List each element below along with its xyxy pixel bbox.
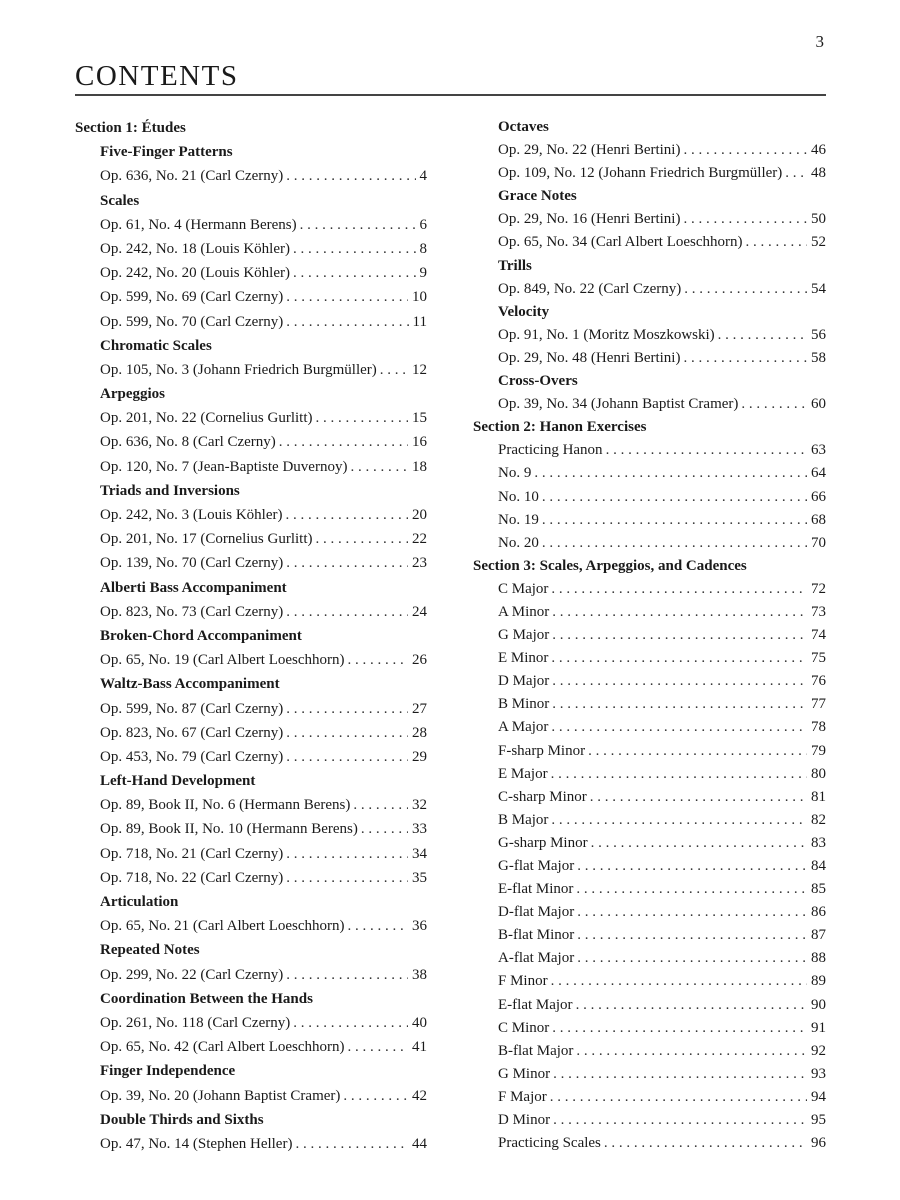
dot-leader bbox=[286, 721, 408, 745]
toc-entry-title: Op. 89, Book II, No. 6 (Hermann Berens) bbox=[100, 797, 351, 814]
toc-entry-title: D Major bbox=[498, 673, 550, 690]
dot-leader bbox=[552, 624, 807, 647]
dot-leader bbox=[542, 509, 807, 532]
toc-entry-page: 4 bbox=[419, 168, 427, 185]
dot-leader bbox=[577, 947, 807, 970]
toc-entry-page: 29 bbox=[412, 748, 427, 765]
dot-leader bbox=[315, 406, 408, 430]
toc-entry-title: B-flat Major bbox=[498, 1042, 574, 1059]
toc-entry-page: 84 bbox=[811, 858, 826, 874]
toc-entry-page: 6 bbox=[419, 216, 427, 233]
dot-leader bbox=[286, 866, 408, 890]
toc-entry-title: No. 19 bbox=[498, 511, 539, 528]
toc-subheading: Velocity bbox=[498, 303, 550, 320]
toc-entry-title: G-flat Major bbox=[498, 858, 575, 874]
toc-subheading: Grace Notes bbox=[498, 188, 577, 205]
toc-section-title: Section 3: Scales, Arpeggios, and Cadences bbox=[473, 557, 747, 574]
dot-leader bbox=[576, 878, 807, 901]
toc-entry-title: Op. 39, No. 34 (Johann Baptist Cramer) bbox=[498, 396, 739, 413]
toc-entry-page: 16 bbox=[412, 434, 427, 451]
toc-subheading: Waltz-Bass Accompaniment bbox=[100, 676, 280, 693]
dot-leader bbox=[551, 763, 807, 786]
toc-entry-page: 36 bbox=[412, 918, 427, 935]
toc-entry-page: 92 bbox=[811, 1042, 826, 1059]
toc-entry-title: D-flat Major bbox=[498, 904, 575, 921]
dot-leader bbox=[534, 462, 807, 485]
dot-leader bbox=[286, 310, 408, 334]
toc-entry-title: Op. 120, No. 7 (Jean-Baptiste Duvernoy) bbox=[100, 458, 348, 475]
toc-subheading: Left-Hand Development bbox=[100, 773, 256, 790]
toc-entry[interactable] bbox=[473, 624, 826, 647]
dot-leader bbox=[551, 716, 807, 739]
toc-entry-title: G-sharp Minor bbox=[498, 834, 588, 851]
toc-entry-title: E Major bbox=[498, 765, 548, 782]
toc-entry[interactable] bbox=[473, 278, 826, 301]
toc-entry[interactable] bbox=[473, 1063, 826, 1086]
toc-entry-page: 72 bbox=[811, 580, 826, 597]
toc-entry[interactable] bbox=[75, 697, 427, 721]
toc-entry-page: 18 bbox=[412, 458, 427, 475]
dot-leader bbox=[286, 551, 408, 575]
toc-entry-title: Op. 599, No. 69 (Carl Czerny) bbox=[100, 289, 284, 306]
toc-subheading: Triads and Inversions bbox=[100, 482, 240, 499]
dot-leader bbox=[286, 600, 408, 624]
toc-entry[interactable] bbox=[75, 1132, 427, 1156]
dot-leader bbox=[348, 1035, 408, 1059]
toc-entry[interactable] bbox=[473, 994, 826, 1017]
toc-section-title: Section 1: Études bbox=[75, 120, 186, 136]
toc-entry[interactable] bbox=[473, 878, 826, 901]
toc-entry-title: Op. 242, No. 18 (Louis Köhler) bbox=[100, 240, 290, 257]
dot-leader bbox=[286, 164, 415, 188]
toc-entry-title: Op. 823, No. 67 (Carl Czerny) bbox=[100, 724, 284, 741]
toc-subheading: Double Thirds and Sixths bbox=[100, 1111, 264, 1128]
toc-entry[interactable] bbox=[473, 601, 826, 624]
toc-entry-page: 82 bbox=[811, 811, 826, 828]
toc-entry[interactable] bbox=[473, 509, 826, 532]
toc-entry-page: 32 bbox=[412, 797, 427, 814]
dot-leader bbox=[551, 647, 807, 670]
toc-entry-page: 95 bbox=[811, 1112, 826, 1129]
toc-entry[interactable] bbox=[75, 213, 427, 237]
toc-entry-page: 52 bbox=[811, 234, 826, 251]
toc-entry[interactable] bbox=[75, 310, 427, 334]
toc-entry[interactable] bbox=[473, 462, 826, 485]
toc-entry-title: C Major bbox=[498, 580, 549, 597]
dot-leader bbox=[553, 1109, 807, 1132]
toc-entry-title: D Minor bbox=[498, 1112, 551, 1129]
dot-leader bbox=[741, 393, 807, 416]
toc-entry-page: 48 bbox=[811, 165, 826, 182]
toc-entry[interactable] bbox=[473, 786, 826, 809]
toc-entry-title: G Minor bbox=[498, 1065, 551, 1082]
toc-subheading: Five-Finger Patterns bbox=[100, 144, 233, 161]
dot-leader bbox=[279, 430, 408, 454]
toc-entry-page: 11 bbox=[412, 313, 427, 330]
toc-entry-page: 58 bbox=[811, 349, 826, 366]
toc-entry-page: 54 bbox=[811, 280, 826, 297]
toc-entry[interactable] bbox=[473, 393, 826, 416]
toc-entry[interactable] bbox=[75, 866, 427, 890]
dot-leader bbox=[286, 842, 408, 866]
toc-entry-page: 87 bbox=[811, 927, 826, 944]
dot-leader bbox=[286, 745, 408, 769]
toc-entry[interactable] bbox=[75, 358, 427, 382]
toc-subheading: Octaves bbox=[498, 119, 549, 135]
toc-entry[interactable] bbox=[473, 486, 826, 509]
toc-entry-title: Op. 29, No. 22 (Henri Bertini) bbox=[498, 142, 681, 159]
toc-entry[interactable] bbox=[473, 231, 826, 254]
toc-entry[interactable] bbox=[75, 648, 427, 672]
toc-entry[interactable] bbox=[75, 164, 427, 188]
page-number: 3 bbox=[815, 32, 824, 51]
toc-entry-title: Op. 453, No. 79 (Carl Czerny) bbox=[100, 748, 284, 765]
toc-entry[interactable] bbox=[473, 578, 826, 601]
toc-entry-title: Op. 65, No. 42 (Carl Albert Loeschhorn) bbox=[100, 1039, 345, 1056]
toc-entry-page: 91 bbox=[811, 1019, 826, 1036]
dot-leader bbox=[551, 809, 807, 832]
toc-entry-page: 83 bbox=[811, 834, 826, 851]
toc-entry-title: B Major bbox=[498, 811, 549, 828]
toc-entry-page: 26 bbox=[412, 652, 427, 669]
toc-entry-page: 24 bbox=[412, 603, 427, 620]
toc-entry-page: 12 bbox=[412, 361, 427, 378]
dot-leader bbox=[286, 963, 408, 987]
toc-entry-title: Op. 849, No. 22 (Carl Czerny) bbox=[498, 280, 682, 297]
toc-entry-page: 22 bbox=[412, 531, 427, 548]
dot-leader bbox=[577, 901, 807, 924]
toc-entry-page: 10 bbox=[412, 289, 427, 306]
toc-entry[interactable] bbox=[473, 1109, 826, 1132]
dot-leader bbox=[552, 1017, 807, 1040]
toc-entry-title: Op. 47, No. 14 (Stephen Heller) bbox=[100, 1135, 293, 1152]
toc-subheading: Cross-Overs bbox=[498, 373, 578, 390]
toc-entry-title: Op. 139, No. 70 (Carl Czerny) bbox=[100, 555, 284, 572]
toc-entry[interactable] bbox=[75, 914, 427, 938]
toc-entry[interactable] bbox=[473, 716, 826, 739]
toc-entry[interactable] bbox=[75, 261, 427, 285]
toc-subheading: Arpeggios bbox=[100, 386, 165, 403]
dot-leader bbox=[746, 231, 807, 254]
toc-entry-title: B-flat Minor bbox=[498, 927, 575, 944]
toc-entry[interactable] bbox=[473, 532, 826, 555]
dot-leader bbox=[606, 439, 807, 462]
toc-entry-page: 81 bbox=[811, 788, 826, 805]
toc-entry-page: 9 bbox=[419, 265, 427, 282]
toc-entry-page: 34 bbox=[412, 845, 427, 862]
dot-leader bbox=[683, 347, 807, 370]
dot-leader bbox=[576, 1040, 807, 1063]
dot-leader bbox=[551, 970, 807, 993]
toc-entry-title: E Minor bbox=[498, 650, 549, 667]
dot-leader bbox=[542, 532, 807, 555]
dot-leader bbox=[604, 1132, 807, 1155]
toc-entry-page: 20 bbox=[412, 507, 427, 523]
toc-entry-title: Op. 718, No. 22 (Carl Czerny) bbox=[100, 869, 284, 886]
toc-entry-title: E-flat Major bbox=[498, 996, 573, 1013]
toc-entry-title: Op. 299, No. 22 (Carl Czerny) bbox=[100, 966, 284, 983]
toc-entry-page: 70 bbox=[811, 534, 826, 551]
dot-leader bbox=[293, 1011, 408, 1035]
toc-subheading: Chromatic Scales bbox=[100, 337, 212, 354]
toc-entry-page: 76 bbox=[811, 673, 826, 690]
toc-entry-page: 78 bbox=[811, 719, 826, 736]
toc-entry[interactable] bbox=[75, 406, 427, 430]
dot-leader bbox=[590, 786, 807, 809]
toc-entry[interactable] bbox=[75, 793, 427, 817]
toc-entry-page: 40 bbox=[412, 1014, 427, 1031]
toc-entry-page: 80 bbox=[811, 765, 826, 782]
toc-entry[interactable] bbox=[473, 901, 826, 924]
toc-entry-page: 66 bbox=[811, 488, 826, 505]
toc-entry[interactable] bbox=[473, 947, 826, 970]
toc-entry-title: G Major bbox=[498, 627, 550, 644]
toc-entry-page: 35 bbox=[412, 869, 427, 886]
toc-entry-title: Practicing Hanon bbox=[498, 442, 603, 459]
toc-entry-title: Op. 636, No. 21 (Carl Czerny) bbox=[100, 168, 284, 185]
dot-leader bbox=[353, 793, 408, 817]
toc-entry-page: 38 bbox=[412, 966, 427, 983]
toc-entry-title: A Minor bbox=[498, 603, 550, 620]
toc-entry-page: 50 bbox=[811, 211, 826, 228]
toc-entry-title: Op. 39, No. 20 (Johann Baptist Cramer) bbox=[100, 1087, 341, 1104]
dot-leader bbox=[348, 914, 408, 938]
toc-entry-title: C-sharp Minor bbox=[498, 788, 587, 805]
toc-entry-title: F Minor bbox=[498, 973, 548, 990]
dot-leader bbox=[285, 503, 408, 527]
toc-entry[interactable] bbox=[473, 855, 826, 878]
toc-entry[interactable] bbox=[473, 162, 826, 185]
toc-entry-title: Op. 599, No. 87 (Carl Czerny) bbox=[100, 700, 284, 717]
toc-entry-title: Op. 718, No. 21 (Carl Czerny) bbox=[100, 845, 284, 862]
dot-leader bbox=[295, 1132, 408, 1156]
toc-entry[interactable] bbox=[473, 1132, 826, 1155]
toc-entry-title: Op. 61, No. 4 (Hermann Berens) bbox=[100, 216, 297, 233]
dot-leader bbox=[551, 578, 807, 601]
dot-leader bbox=[577, 924, 807, 947]
dot-leader bbox=[718, 324, 807, 347]
toc-entry-title: Op. 29, No. 48 (Henri Bertini) bbox=[498, 349, 681, 366]
toc-right-column bbox=[473, 116, 826, 1155]
toc-entry-page: 23 bbox=[412, 555, 427, 572]
dot-leader bbox=[293, 261, 416, 285]
toc-entry[interactable] bbox=[473, 924, 826, 947]
dot-leader bbox=[553, 1063, 807, 1086]
toc-entry-title: A Major bbox=[498, 719, 549, 736]
dot-leader bbox=[343, 1084, 408, 1108]
toc-entry[interactable] bbox=[473, 693, 826, 716]
toc-entry-title: F Major bbox=[498, 1088, 547, 1105]
dot-leader bbox=[550, 1086, 807, 1109]
toc-entry[interactable] bbox=[75, 745, 427, 769]
toc-entry[interactable] bbox=[75, 721, 427, 745]
toc-entry[interactable] bbox=[473, 439, 826, 462]
toc-entry-page: 33 bbox=[412, 821, 427, 838]
toc-entry-title: No. 20 bbox=[498, 534, 539, 551]
toc-entry[interactable] bbox=[75, 600, 427, 624]
toc-entry[interactable] bbox=[473, 970, 826, 993]
toc-subheading: Broken-Chord Accompaniment bbox=[100, 627, 302, 644]
dot-leader bbox=[380, 358, 408, 382]
toc-entry-title: Op. 242, No. 3 (Louis Köhler) bbox=[100, 507, 283, 523]
toc-entry-title: Op. 261, No. 118 (Carl Czerny) bbox=[100, 1014, 291, 1031]
toc-entry-title: F-sharp Minor bbox=[498, 742, 586, 759]
toc-entry-page: 93 bbox=[811, 1065, 826, 1082]
toc-entry-title: Op. 201, No. 17 (Cornelius Gurlitt) bbox=[100, 531, 313, 548]
toc-entry-page: 74 bbox=[811, 627, 826, 644]
toc-entry-page: 46 bbox=[811, 142, 826, 159]
toc-subheading: Scales bbox=[100, 192, 140, 209]
toc-entry-page: 42 bbox=[412, 1087, 427, 1104]
dot-leader bbox=[293, 237, 416, 261]
toc-entry[interactable] bbox=[75, 842, 427, 866]
toc-entry[interactable] bbox=[75, 1035, 427, 1059]
toc-entry-title: Op. 636, No. 8 (Carl Czerny) bbox=[100, 434, 276, 451]
toc-entry-page: 28 bbox=[412, 724, 427, 741]
title-rule bbox=[75, 94, 826, 96]
dot-leader bbox=[361, 817, 408, 841]
dot-leader bbox=[542, 486, 807, 509]
toc-entry[interactable] bbox=[473, 208, 826, 231]
toc-subheading: Alberti Bass Accompaniment bbox=[100, 579, 287, 596]
toc-entry-page: 73 bbox=[811, 603, 826, 620]
toc-entry-title: B Minor bbox=[498, 696, 550, 713]
toc-entry-page: 8 bbox=[419, 240, 427, 257]
toc-entry-page: 64 bbox=[811, 465, 826, 482]
dot-leader bbox=[576, 994, 807, 1017]
toc-entry-title: Op. 65, No. 19 (Carl Albert Loeschhorn) bbox=[100, 652, 345, 669]
toc-entry-title: Op. 29, No. 16 (Henri Bertini) bbox=[498, 211, 681, 228]
toc-entry[interactable] bbox=[75, 551, 427, 575]
toc-entry[interactable] bbox=[473, 647, 826, 670]
toc-entry-page: 90 bbox=[811, 996, 826, 1013]
toc-entry[interactable] bbox=[75, 1084, 427, 1108]
dot-leader bbox=[552, 693, 807, 716]
toc-entry-page: 56 bbox=[811, 326, 826, 343]
toc-entry[interactable] bbox=[473, 1040, 826, 1063]
toc-entry[interactable] bbox=[473, 347, 826, 370]
toc-entry-page: 41 bbox=[412, 1039, 427, 1056]
toc-entry[interactable] bbox=[473, 1086, 826, 1109]
toc-entry-title: Op. 201, No. 22 (Cornelius Gurlitt) bbox=[100, 410, 313, 427]
dot-leader bbox=[300, 213, 416, 237]
toc-entry-page: 86 bbox=[811, 904, 826, 921]
toc-entry[interactable] bbox=[473, 832, 826, 855]
dot-leader bbox=[348, 648, 408, 672]
dot-leader bbox=[286, 697, 408, 721]
toc-entry-page: 79 bbox=[811, 742, 826, 759]
toc-subheading: Articulation bbox=[100, 894, 179, 910]
toc-entry-page: 89 bbox=[811, 973, 826, 990]
toc-entry-title: Op. 91, No. 1 (Moritz Moszkowski) bbox=[498, 326, 715, 343]
toc-entry-page: 77 bbox=[811, 696, 826, 713]
toc-entry[interactable] bbox=[473, 1017, 826, 1040]
toc-entry-title: Op. 599, No. 70 (Carl Czerny) bbox=[100, 313, 284, 330]
toc-entry[interactable] bbox=[473, 139, 826, 162]
toc-entry-title: No. 10 bbox=[498, 488, 539, 505]
dot-leader bbox=[286, 285, 408, 309]
toc-entry[interactable] bbox=[473, 740, 826, 763]
toc-entry-title: Op. 105, No. 3 (Johann Friedrich Burgmüller) bbox=[100, 361, 377, 378]
toc-entry-page: 44 bbox=[412, 1135, 427, 1152]
toc-entry-page: 94 bbox=[811, 1088, 826, 1105]
dot-leader bbox=[577, 855, 807, 878]
toc-entry-page: 75 bbox=[811, 650, 826, 667]
dot-leader bbox=[785, 162, 807, 185]
toc-entry-title: E-flat Minor bbox=[498, 881, 574, 898]
page-title: CONTENTS bbox=[75, 60, 239, 92]
toc-entry-title: Op. 109, No. 12 (Johann Friedrich Burgmüller) bbox=[498, 165, 783, 182]
toc-entry-title: Op. 65, No. 21 (Carl Albert Loeschhorn) bbox=[100, 918, 345, 935]
toc-entry-title: No. 9 bbox=[498, 465, 532, 482]
toc-entry-title: Practicing Scales bbox=[498, 1135, 601, 1152]
dot-leader bbox=[552, 601, 807, 624]
dot-leader bbox=[591, 832, 807, 855]
dot-leader bbox=[683, 139, 807, 162]
toc-entry[interactable] bbox=[75, 237, 427, 261]
toc-entry[interactable] bbox=[75, 455, 427, 479]
toc-entry-page: 60 bbox=[811, 396, 826, 413]
toc-entry-title: Op. 65, No. 34 (Carl Albert Loeschhorn) bbox=[498, 234, 743, 251]
dot-leader bbox=[684, 278, 807, 301]
toc-entry-page: 96 bbox=[811, 1135, 826, 1152]
dot-leader bbox=[552, 670, 807, 693]
toc-entry-title: Op. 89, Book II, No. 10 (Hermann Berens) bbox=[100, 821, 358, 838]
toc-entry[interactable] bbox=[473, 670, 826, 693]
toc-subheading: Repeated Notes bbox=[100, 942, 200, 959]
toc-entry[interactable] bbox=[75, 817, 427, 841]
toc-entry[interactable] bbox=[473, 809, 826, 832]
toc-entry[interactable] bbox=[75, 503, 427, 527]
toc-subheading: Coordination Between the Hands bbox=[100, 990, 313, 1007]
dot-leader bbox=[588, 740, 807, 763]
toc-section-title: Section 2: Hanon Exercises bbox=[473, 419, 647, 436]
toc-entry-page: 63 bbox=[811, 442, 826, 459]
toc-entry[interactable] bbox=[473, 763, 826, 786]
toc-entry[interactable] bbox=[75, 963, 427, 987]
toc-entry[interactable] bbox=[75, 285, 427, 309]
toc-entry[interactable] bbox=[473, 324, 826, 347]
toc-entry-title: C Minor bbox=[498, 1019, 550, 1036]
toc-entry-page: 15 bbox=[412, 410, 427, 427]
toc-entry[interactable] bbox=[75, 1011, 427, 1035]
dot-leader bbox=[350, 455, 408, 479]
toc-left-column bbox=[75, 116, 427, 1156]
toc-entry[interactable] bbox=[75, 430, 427, 454]
toc-entry-page: 68 bbox=[811, 511, 826, 528]
toc-entry-title: Op. 823, No. 73 (Carl Czerny) bbox=[100, 603, 284, 620]
toc-subheading: Trills bbox=[498, 257, 532, 274]
toc-entry-page: 88 bbox=[811, 950, 826, 967]
dot-leader bbox=[683, 208, 807, 231]
toc-subheading: Finger Independence bbox=[100, 1063, 236, 1080]
toc-entry-title: A-flat Major bbox=[498, 950, 575, 967]
dot-leader bbox=[315, 527, 408, 551]
toc-entry-title: Op. 242, No. 20 (Louis Köhler) bbox=[100, 265, 290, 282]
toc-entry-page: 85 bbox=[811, 881, 826, 898]
toc-entry[interactable] bbox=[75, 527, 427, 551]
toc-entry-page: 27 bbox=[412, 700, 427, 717]
